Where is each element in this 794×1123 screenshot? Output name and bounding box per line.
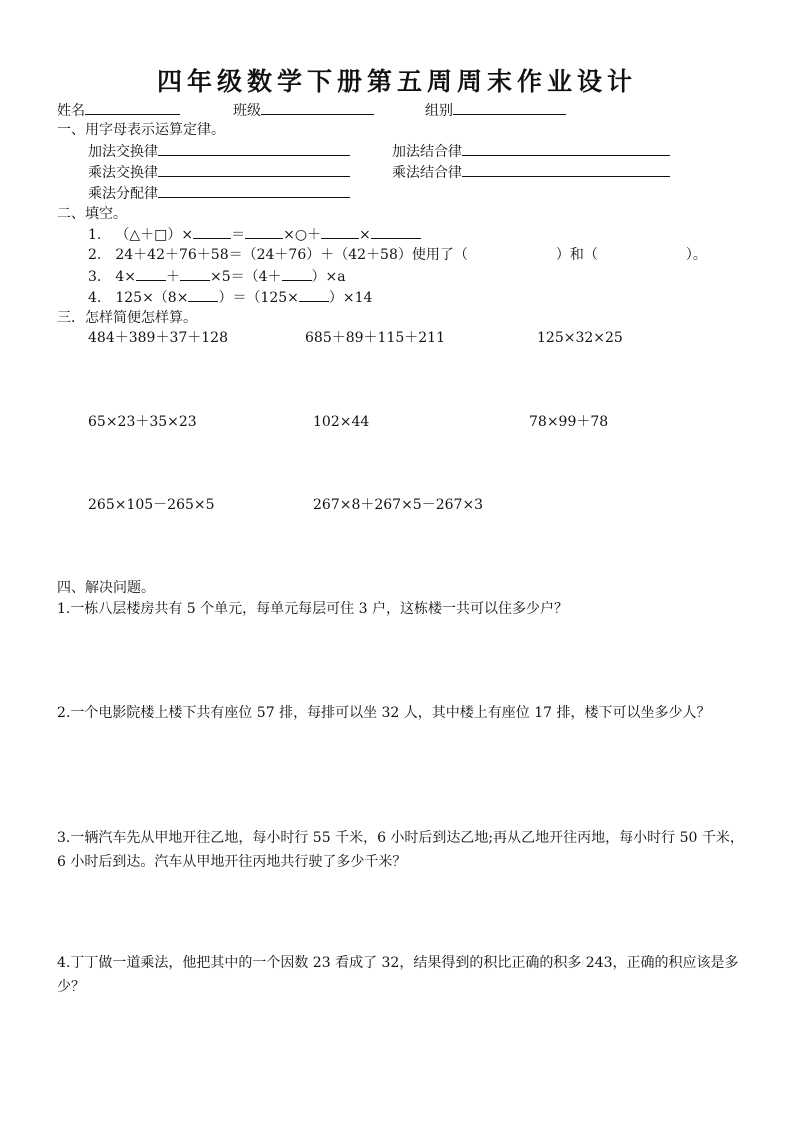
page-title: 四年级数学下册第五周周末作业设计 <box>156 67 637 96</box>
group-blank[interactable] <box>453 100 566 115</box>
answer-blank[interactable] <box>462 141 670 156</box>
group-label: 组别 <box>425 103 453 119</box>
answer-blank[interactable] <box>158 141 350 156</box>
answer-blank[interactable] <box>299 287 329 302</box>
answer-blank[interactable] <box>193 224 231 239</box>
class-blank[interactable] <box>261 100 374 115</box>
answer-blank[interactable] <box>282 266 312 281</box>
word-problem-4: 4.丁丁做一道乘法，他把其中的一个因数 23 看成了 32，结果得到的积比正确的积多 243，正确的积应该是多少？ <box>57 955 739 995</box>
calc-expression: 484＋389＋37＋128 <box>88 330 228 346</box>
law-item: 乘法交换律 <box>88 162 350 183</box>
fill-question-2: 2. 24＋42＋76＋58＝（24＋76）＋（42＋58）使用了（ ）和（ ）。 <box>88 247 707 263</box>
word-problem-1: 1.一栋八层楼房共有 5 个单元，每单元每层可住 3 户，这栋楼一共可以住多少户？ <box>57 601 568 617</box>
answer-blank[interactable] <box>321 224 359 239</box>
answer-blank[interactable] <box>462 162 670 177</box>
law-item: 加法交换律 <box>88 141 350 162</box>
group-field <box>425 100 566 121</box>
section4-heading: 四、解决问题。 <box>57 580 155 596</box>
law-item: 加法结合律 <box>392 141 670 162</box>
class-label: 班级 <box>233 103 261 119</box>
calc-expression: 125×32×25 <box>537 330 623 346</box>
answer-blank[interactable] <box>245 224 283 239</box>
section3-heading: 三．怎样简便怎样算。 <box>57 310 197 326</box>
name-field <box>57 100 180 121</box>
answer-blank[interactable] <box>188 287 218 302</box>
calc-expression: 78×99＋78 <box>529 414 609 430</box>
answer-blank[interactable] <box>371 224 421 239</box>
calc-expression: 685＋89＋115＋211 <box>305 330 445 346</box>
calc-expression: 102×44 <box>313 414 370 430</box>
name-blank[interactable] <box>85 100 180 115</box>
word-problem-3: 3.一辆汽车先从甲地开往乙地，每小时行 55 千米，6 小时后到达乙地;再从乙地开往丙地，每小时行 50 千米，6 小时后到达。汽车从甲地开往丙地共行驶了多少千米？ <box>57 830 744 870</box>
law-item: 乘法分配律 <box>88 183 350 204</box>
fill-question-1: 1. （△＋□）× ＝ ×○＋ × <box>88 224 421 245</box>
section2-heading: 二、填空。 <box>57 206 127 222</box>
class-field <box>233 100 374 121</box>
fill-question-3: 3. 4× ＋ ×5＝（4＋ ）×a <box>88 266 346 287</box>
answer-blank[interactable] <box>136 266 166 281</box>
answer-blank[interactable] <box>158 162 350 177</box>
section1-heading: 一、用字母表示运算定律。 <box>57 122 225 138</box>
fill-question-4: 4. 125×（8× ）＝（125× ）×14 <box>88 287 372 308</box>
word-problem-2: 2.一个电影院楼上楼下共有座位 57 排，每排可以坐 32 人，其中楼上有座位 17 排，楼下可以坐多少人？ <box>57 705 711 721</box>
calc-expression: 267×8＋267×5－267×3 <box>313 497 484 513</box>
answer-blank[interactable] <box>158 183 350 198</box>
calc-expression: 65×23＋35×23 <box>88 414 197 430</box>
law-item: 乘法结合律 <box>392 162 670 183</box>
calc-expression: 265×105－265×5 <box>88 497 215 513</box>
name-label: 姓名 <box>57 103 85 119</box>
answer-blank[interactable] <box>180 266 210 281</box>
